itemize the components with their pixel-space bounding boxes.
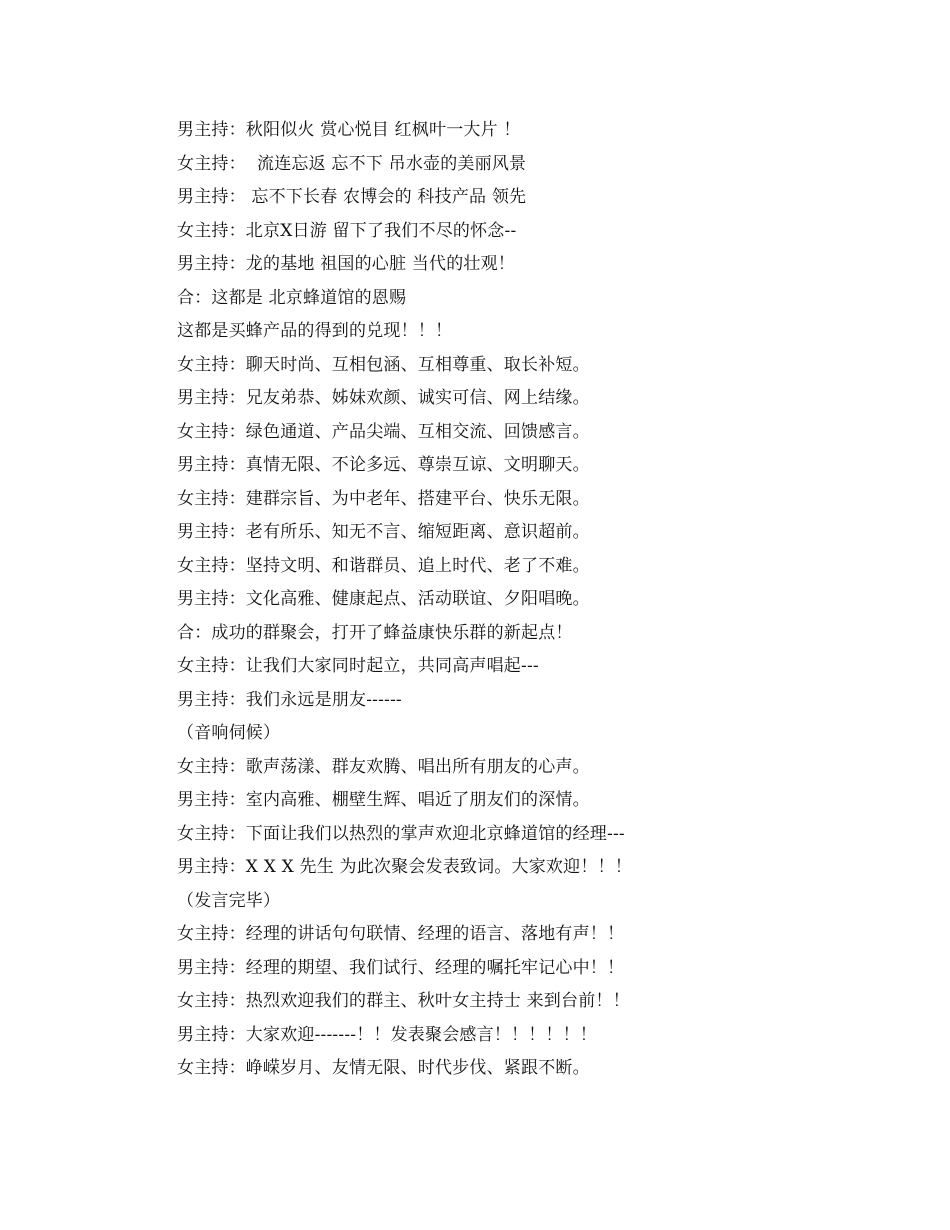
script-line: 男主持：老有所乐、知无不言、缩短距离、意识超前。 — [177, 522, 590, 542]
script-line: 女主持：歌声荡漾、群友欢腾、唱出所有朋友的心声。 — [177, 756, 590, 777]
script-line: 男主持：文化高雅、健康起点、活动联谊、夕阳唱晚。 — [177, 589, 590, 609]
script-line: 女主持：北京X日游 留下了我们不尽的怀念-- — [177, 220, 517, 241]
script-line: 男主持：龙的基地 祖国的心脏 当代的壮观！ — [177, 254, 516, 274]
script-line: 男主持：我们永远是朋友------ — [177, 689, 402, 710]
script-line: （发言完毕） — [177, 890, 281, 911]
script-line: 男主持：大家欢迎-------！！发表聚会感言！！！！！！ — [177, 1024, 598, 1045]
script-line: 女主持：让我们大家同时起立，共同高声唱起--- — [177, 656, 539, 676]
script-line: 女主持：坚持文明、和谐群员、追上时代、老了不难。 — [177, 555, 590, 576]
script-line: 合：成功的群聚会，打开了蜂益康快乐群的新起点！ — [177, 622, 573, 643]
script-line: 男主持：X X X 先生 为此次聚会发表致词。大家欢迎！！！ — [177, 857, 632, 877]
script-text-block — [177, 117, 877, 1089]
script-line: （音响伺候） — [177, 723, 281, 743]
script-line: 女主持：下面让我们以热烈的掌声欢迎北京蜂道馆的经理--- — [177, 823, 625, 844]
script-line: 女主持：热烈欢迎我们的群主、秋叶女主持士 来到台前！！ — [177, 991, 630, 1011]
script-line: 男主持： 忘不下长春 农博会的 科技产品 领先 — [177, 187, 527, 207]
script-line: 合：这都是 北京蜂道馆的恩赐 — [177, 287, 407, 308]
script-line: 女主持：经理的讲话句句联情、经理的语言、落地有声！！ — [177, 924, 625, 944]
script-line: 女主持：建群宗旨、为中老年、搭建平台、快乐无限。 — [177, 488, 590, 509]
script-line: 女主持：峥嵘岁月、友情无限、时代步伐、紧跟不断。 — [177, 1058, 590, 1078]
script-line: 这都是买蜂产品的得到的兑现！！！ — [177, 321, 453, 341]
script-line: 男主持：经理的期望、我们试行、经理的嘱托牢记心中！！ — [177, 957, 625, 978]
script-line: 女主持：聊天时尚、互相包涵、互相尊重、取长补短。 — [177, 354, 590, 375]
script-line: 女主持： 流连忘返 忘不下 吊水壶的美丽风景 — [177, 153, 527, 174]
script-line: 男主持：兄友弟恭、姊妹欢颜、诚实可信、网上结缘。 — [177, 388, 590, 408]
script-line: 男主持：室内高雅、棚壁生辉、唱近了朋友们的深情。 — [177, 790, 590, 810]
script-line: 女主持：绿色通道、产品尖端、互相交流、回馈感言。 — [177, 421, 590, 442]
script-line: 男主持：真情无限、不论多远、尊崇互谅、文明聊天。 — [177, 455, 590, 475]
script-line: 男主持：秋阳似火 赏心悦目 红枫叶一大片 ！ — [177, 120, 521, 140]
